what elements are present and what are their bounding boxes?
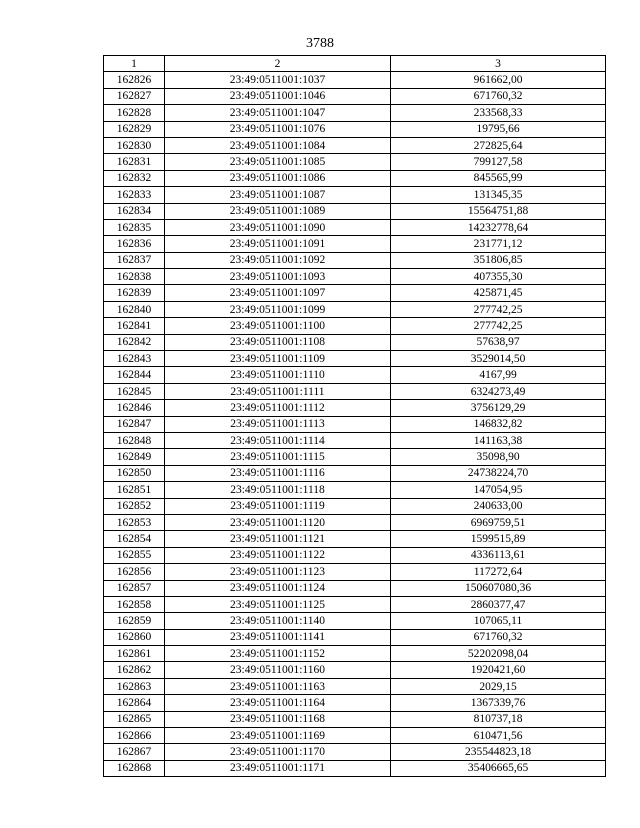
row-number-cell: 162832 [104,170,165,186]
value-cell: 3529014,50 [391,351,606,367]
table-row [104,236,606,252]
value-cell: 407355,30 [391,269,606,285]
value-cell: 277742,25 [391,301,606,317]
column-header-1: 1 [104,56,165,72]
row-number-cell: 162856 [104,564,165,580]
cadastral-number-cell: 23:49:0511001:1124 [165,580,391,596]
row-number-cell: 162836 [104,236,165,252]
cadastral-number-cell: 23:49:0511001:1170 [165,744,391,760]
row-number-cell: 162831 [104,154,165,170]
value-cell: 6324273,49 [391,383,606,399]
cadastral-number-cell: 23:49:0511001:1141 [165,629,391,645]
cadastral-number-cell: 23:49:0511001:1123 [165,564,391,580]
table-row [104,137,606,153]
table-row [104,400,606,416]
row-number-cell: 162829 [104,121,165,137]
table-row [104,449,606,465]
row-number-cell: 162842 [104,334,165,350]
value-cell: 107065,11 [391,613,606,629]
row-number-cell: 162858 [104,596,165,612]
table-row [104,531,606,547]
value-cell: 1599515,89 [391,531,606,547]
cadastral-number-cell: 23:49:0511001:1091 [165,236,391,252]
row-number-cell: 162859 [104,613,165,629]
row-number-cell: 162855 [104,547,165,563]
row-number-cell: 162844 [104,367,165,383]
table-row [104,482,606,498]
cadastral-number-cell: 23:49:0511001:1086 [165,170,391,186]
cadastral-number-cell: 23:49:0511001:1120 [165,514,391,530]
value-cell: 117272,64 [391,564,606,580]
row-number-cell: 162835 [104,219,165,235]
row-number-cell: 162827 [104,88,165,104]
table-row [104,662,606,678]
table-row [104,498,606,514]
table-row [104,646,606,662]
cadastral-number-cell: 23:49:0511001:1164 [165,695,391,711]
value-cell: 961662,00 [391,72,606,88]
value-cell: 35406665,65 [391,760,606,776]
table-row [104,613,606,629]
row-number-cell: 162853 [104,514,165,530]
row-number-cell: 162861 [104,646,165,662]
table-row [104,547,606,563]
value-cell: 272825,64 [391,137,606,153]
value-cell: 131345,35 [391,187,606,203]
cadastral-number-cell: 23:49:0511001:1110 [165,367,391,383]
value-cell: 610471,56 [391,728,606,744]
cadastral-number-cell: 23:49:0511001:1084 [165,137,391,153]
value-cell: 810737,18 [391,711,606,727]
registry-table [103,55,606,777]
value-cell: 150607080,36 [391,580,606,596]
table-row [104,760,606,776]
value-cell: 799127,58 [391,154,606,170]
cadastral-number-cell: 23:49:0511001:1113 [165,416,391,432]
table-row [104,334,606,350]
value-cell: 671760,32 [391,629,606,645]
value-cell: 24738224,70 [391,465,606,481]
table-row [104,285,606,301]
cadastral-number-cell: 23:49:0511001:1140 [165,613,391,629]
value-cell: 3756129,29 [391,400,606,416]
cadastral-number-cell: 23:49:0511001:1119 [165,498,391,514]
table-row [104,432,606,448]
cadastral-number-cell: 23:49:0511001:1125 [165,596,391,612]
row-number-cell: 162863 [104,678,165,694]
row-number-cell: 162847 [104,416,165,432]
row-number-cell: 162868 [104,760,165,776]
cadastral-number-cell: 23:49:0511001:1118 [165,482,391,498]
cadastral-number-cell: 23:49:0511001:1108 [165,334,391,350]
table-row [104,514,606,530]
row-number-cell: 162852 [104,498,165,514]
cadastral-number-cell: 23:49:0511001:1089 [165,203,391,219]
row-number-cell: 162838 [104,269,165,285]
table-row [104,383,606,399]
row-number-cell: 162840 [104,301,165,317]
row-number-cell: 162866 [104,728,165,744]
value-cell: 845565,99 [391,170,606,186]
table-row [104,105,606,121]
table-row [104,695,606,711]
header-row [104,56,606,72]
cadastral-number-cell: 23:49:0511001:1097 [165,285,391,301]
row-number-cell: 162828 [104,105,165,121]
row-number-cell: 162848 [104,432,165,448]
table-row [104,678,606,694]
row-number-cell: 162839 [104,285,165,301]
value-cell: 2029,15 [391,678,606,694]
value-cell: 147054,95 [391,482,606,498]
row-number-cell: 162850 [104,465,165,481]
row-number-cell: 162867 [104,744,165,760]
cadastral-number-cell: 23:49:0511001:1109 [165,351,391,367]
value-cell: 425871,45 [391,285,606,301]
table-row [104,465,606,481]
cadastral-number-cell: 23:49:0511001:1111 [165,383,391,399]
value-cell: 141163,38 [391,432,606,448]
table-row [104,351,606,367]
cadastral-number-cell: 23:49:0511001:1037 [165,72,391,88]
row-number-cell: 162849 [104,449,165,465]
cadastral-number-cell: 23:49:0511001:1076 [165,121,391,137]
value-cell: 4167,99 [391,367,606,383]
value-cell: 231771,12 [391,236,606,252]
table-row [104,728,606,744]
table-row [104,367,606,383]
value-cell: 235544823,18 [391,744,606,760]
cadastral-number-cell: 23:49:0511001:1163 [165,678,391,694]
table-row [104,318,606,334]
cadastral-number-cell: 23:49:0511001:1092 [165,252,391,268]
row-number-cell: 162845 [104,383,165,399]
value-cell: 146832,82 [391,416,606,432]
cadastral-number-cell: 23:49:0511001:1115 [165,449,391,465]
cadastral-number-cell: 23:49:0511001:1169 [165,728,391,744]
cadastral-number-cell: 23:49:0511001:1116 [165,465,391,481]
cadastral-number-cell: 23:49:0511001:1171 [165,760,391,776]
table-row [104,596,606,612]
table-row [104,154,606,170]
table-row [104,564,606,580]
row-number-cell: 162837 [104,252,165,268]
cadastral-number-cell: 23:49:0511001:1090 [165,219,391,235]
table-row [104,629,606,645]
column-header-3: 3 [391,56,606,72]
row-number-cell: 162841 [104,318,165,334]
row-number-cell: 162843 [104,351,165,367]
row-number-cell: 162851 [104,482,165,498]
cadastral-number-cell: 23:49:0511001:1047 [165,105,391,121]
value-cell: 1920421,60 [391,662,606,678]
value-cell: 57638,97 [391,334,606,350]
cadastral-number-cell: 23:49:0511001:1114 [165,432,391,448]
cadastral-number-cell: 23:49:0511001:1093 [165,269,391,285]
value-cell: 233568,33 [391,105,606,121]
row-number-cell: 162854 [104,531,165,547]
table-body [104,72,606,777]
table-row [104,416,606,432]
table-row [104,187,606,203]
table-row [104,711,606,727]
table-row [104,88,606,104]
table-row [104,121,606,137]
table-row [104,219,606,235]
row-number-cell: 162834 [104,203,165,219]
cadastral-number-cell: 23:49:0511001:1087 [165,187,391,203]
value-cell: 2860377,47 [391,596,606,612]
table-row [104,301,606,317]
column-header-2: 2 [165,56,391,72]
cadastral-number-cell: 23:49:0511001:1099 [165,301,391,317]
row-number-cell: 162860 [104,629,165,645]
cadastral-number-cell: 23:49:0511001:1168 [165,711,391,727]
row-number-cell: 162862 [104,662,165,678]
value-cell: 671760,32 [391,88,606,104]
row-number-cell: 162826 [104,72,165,88]
table-row [104,269,606,285]
cadastral-number-cell: 23:49:0511001:1085 [165,154,391,170]
table-row [104,580,606,596]
value-cell: 240633,00 [391,498,606,514]
cadastral-number-cell: 23:49:0511001:1160 [165,662,391,678]
row-number-cell: 162833 [104,187,165,203]
value-cell: 4336113,61 [391,547,606,563]
row-number-cell: 162864 [104,695,165,711]
value-cell: 14232778,64 [391,219,606,235]
cadastral-number-cell: 23:49:0511001:1121 [165,531,391,547]
cadastral-number-cell: 23:49:0511001:1152 [165,646,391,662]
row-number-cell: 162830 [104,137,165,153]
table-row [104,252,606,268]
table-header [104,56,606,72]
cadastral-number-cell: 23:49:0511001:1100 [165,318,391,334]
value-cell: 1367339,76 [391,695,606,711]
table-row [104,170,606,186]
table-row [104,744,606,760]
value-cell: 6969759,51 [391,514,606,530]
table-row [104,72,606,88]
cadastral-number-cell: 23:49:0511001:1046 [165,88,391,104]
page-number: 3788 [306,36,334,51]
value-cell: 52202098,04 [391,646,606,662]
value-cell: 19795,66 [391,121,606,137]
cadastral-number-cell: 23:49:0511001:1122 [165,547,391,563]
row-number-cell: 162857 [104,580,165,596]
value-cell: 351806,85 [391,252,606,268]
row-number-cell: 162846 [104,400,165,416]
value-cell: 15564751,88 [391,203,606,219]
table-row [104,203,606,219]
row-number-cell: 162865 [104,711,165,727]
value-cell: 277742,25 [391,318,606,334]
cadastral-number-cell: 23:49:0511001:1112 [165,400,391,416]
value-cell: 35098,90 [391,449,606,465]
